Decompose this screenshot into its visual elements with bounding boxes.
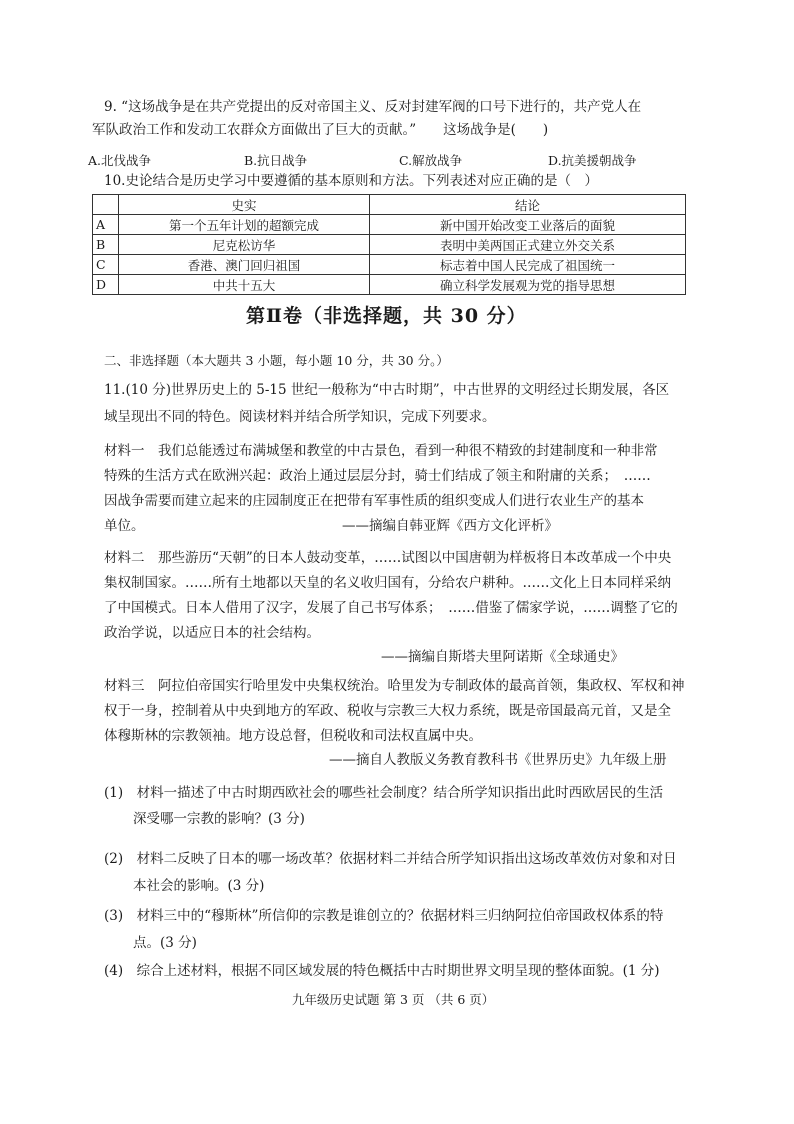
row-letter: C [93, 255, 119, 275]
row-letter: D [93, 275, 119, 295]
q9-stem-line2: 军队政治工作和发动工农群众方面做出了巨大的贡献。” 这场战争是( ) [92, 122, 549, 138]
q9-stem-line1: 9. “这场战争是在共产党提出的反对帝国主义、反对封建军阀的口号下进行的，共产党人在 [104, 99, 642, 115]
q9-option-c: C.解放战争 [399, 153, 463, 168]
table-header-blank [93, 195, 119, 215]
table-row [93, 215, 686, 235]
material2-line: 政治学说，以适应日本的社会结构。 [104, 625, 320, 641]
material2-line: 集权制国家。……所有土地都以天皇的名义收归国有，分给农户耕种。……文化上日本同样采纳 [104, 575, 671, 591]
table-header-fact: 史实 [119, 195, 370, 215]
table-header-row [93, 195, 686, 215]
table-row [93, 235, 686, 255]
row-conclusion: 标志着中国人民完成了祖国统一 [370, 255, 686, 275]
row-fact: 中共十五大 [119, 275, 370, 295]
row-letter: A [93, 215, 119, 235]
material1-line: 材料一 我们总能透过布满城堡和教堂的中古景色，看到一种很不精致的封建制度和一种非常 [104, 443, 658, 459]
row-letter: B [93, 235, 119, 255]
section-title: 第Ⅱ卷（非选择题，共 30 分） [246, 305, 527, 327]
row-conclusion: 表明中美两国正式建立外交关系 [370, 235, 686, 255]
q9-option-a: A.北伐战争 [88, 153, 152, 168]
material1-line: 特殊的生活方式在欧洲兴起：政治上通过层层分封，骑士们结成了领主和附庸的关系； …… [104, 468, 651, 484]
q9-option-d: D.抗美援朝战争 [548, 153, 637, 168]
row-fact: 尼克松访华 [119, 235, 370, 255]
q10-table [92, 194, 686, 295]
q11-sub2-line1: (2) 材料二反映了日本的哪一场改革？依据材料二并结合所学知识指出这场改革效仿对象和对日 [104, 851, 677, 867]
material3-line: 材料三 阿拉伯帝国实行哈里发中央集权统治。哈里发为专制政体的最高首领，集政权、军权和神 [104, 678, 685, 694]
material2-line: 了中国模式。日本人借用了汉字，发展了自己书写体系； ……借鉴了儒家学说，……调整了它的 [104, 600, 678, 616]
page-footer: 九年级历史试题 第 3 页 （共 6 页） [292, 992, 495, 1007]
material1-line: 因战争需要而建立起来的庄园制度正在把带有军事性质的组织变成人们进行农业生产的基本 [104, 493, 644, 509]
q11-sub1-line2: 深受哪一宗教的影响？(3 分) [133, 811, 305, 827]
q11-sub3-line2: 点。(3 分) [133, 935, 197, 951]
material1-line: 单位。 [104, 518, 145, 534]
section-intro: 二、非选择题（本大题共 3 小题，每小题 10 分，共 30 分。） [104, 353, 449, 368]
q10-stem: 10.史论结合是历史学习中要遵循的基本原则和方法。下列表述对应正确的是（ ） [104, 173, 598, 189]
row-conclusion: 新中国开始改变工业落后的面貌 [370, 215, 686, 235]
material2-line: 材料二 那些游历“天朝”的日本人鼓动变革，……试图以中国唐朝为样板将日本改革成一个中央 [104, 550, 672, 566]
q9-option-b: B.抗日战争 [244, 153, 308, 168]
q11-sub3-line1: (3) 材料三中的“穆斯林”所信仰的宗教是谁创立的？依据材料三归纳阿拉伯帝国政权体系的特 [104, 908, 664, 924]
q11-sub2-line2: 本社会的影响。(3 分) [133, 878, 265, 894]
table-row [93, 275, 686, 295]
row-fact: 第一个五年计划的超额完成 [119, 215, 370, 235]
q11-sub1-line1: (1) 材料一描述了中古时期西欧社会的哪些社会制度？结合所学知识指出此时西欧居民的生活 [104, 785, 664, 801]
material3-line: 体穆斯林的宗教领袖。地方设总督，但税收和司法权直属中央。 [104, 728, 482, 744]
table-row [93, 255, 686, 275]
row-fact: 香港、澳门回归祖国 [119, 255, 370, 275]
material3-line: 权于一身，控制着从中央到地方的军政、税收与宗教三大权力系统，既是帝国最高元首，又是全 [104, 703, 671, 719]
material3-source: ——摘自人教版义务教育教科书《世界历史》九年级上册 [329, 752, 667, 768]
q11-stem-line1: 11.(10 分)世界历史上的 5-15 世纪一般称为“中古时期”，中古世界的文明经过长期发展，各区 [104, 382, 670, 398]
material2-source: ——摘编自斯塔夫里阿诺斯《全球通史》 [381, 649, 624, 665]
q11-stem-line2: 域呈现出不同的特色。阅读材料并结合所学知识，完成下列要求。 [104, 409, 496, 425]
material1-source: ——摘编自韩亚辉《西方文化评析》 [342, 518, 558, 534]
q11-sub4-line1: (4) 综合上述材料，根据不同区域发展的特色概括中古时期世界文明呈现的整体面貌。(1 分) [104, 963, 660, 979]
table-header-conclusion: 结论 [370, 195, 686, 215]
row-conclusion: 确立科学发展观为党的指导思想 [370, 275, 686, 295]
